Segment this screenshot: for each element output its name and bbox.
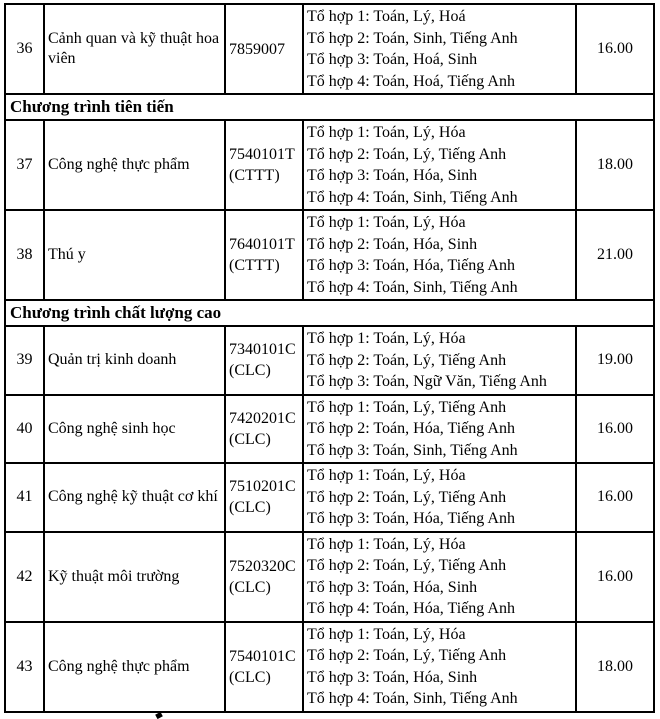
program-code-cell bbox=[225, 395, 303, 464]
program-name-cell: Công nghệ thực phẩm bbox=[44, 622, 225, 712]
subject-combinations-cell bbox=[303, 120, 576, 210]
subject-combination-line: Tổ hợp 3: Toán, Hóa, Tiếng Anh bbox=[307, 510, 515, 527]
subject-combination-line: Tổ hợp 2: Toán, Hóa, Tiếng Anh bbox=[307, 420, 515, 437]
program-name-cell: Cảnh quan và kỹ thuật hoa viên bbox=[44, 4, 225, 94]
subject-combination-line: Tổ hợp 3: Toán, Hóa, Sinh bbox=[307, 578, 478, 596]
subject-combination-line: Tổ hợp 1: Toán, Lý, Hóa bbox=[307, 214, 466, 231]
subject-combination-line: Tổ hợp 4: Toán, Sinh, Tiếng Anh bbox=[307, 690, 518, 707]
table-row bbox=[5, 463, 654, 532]
subject-combinations-cell bbox=[303, 326, 576, 395]
table-row bbox=[5, 622, 654, 712]
admission-score-table-body bbox=[5, 4, 654, 712]
section-header-label: Chương trình chất lượng cao bbox=[5, 300, 654, 326]
subject-combination-line: Tổ hợp 2: Toán, Lý, Tiếng Anh bbox=[307, 488, 507, 506]
program-code-cell bbox=[225, 326, 303, 395]
subject-combination-line: Tổ hợp 1: Toán, Lý, Hóa bbox=[307, 625, 466, 643]
subject-combination-line: Tổ hợp 2: Toán, Hóa, Sinh bbox=[307, 235, 478, 253]
program-name-cell: Kỹ thuật môi trường bbox=[44, 532, 225, 622]
row-number-cell: 43 bbox=[5, 622, 44, 712]
table-row bbox=[5, 210, 654, 300]
section-header-row bbox=[5, 94, 654, 120]
program-code-line: (CLC) bbox=[229, 578, 271, 596]
program-code-cell bbox=[225, 4, 303, 94]
subject-combination-line: Tổ hợp 2: Toán, Lý, Tiếng Anh bbox=[307, 557, 507, 574]
subject-combinations-cell bbox=[303, 395, 576, 464]
program-code-line: 7510201C bbox=[229, 478, 296, 496]
subject-combination-line: Tổ hợp 1: Toán, Lý, Hóa bbox=[307, 330, 466, 347]
row-number-cell: 37 bbox=[5, 120, 44, 210]
program-name-cell: Công nghệ thực phẩm bbox=[44, 120, 225, 210]
subject-combination-line: Tổ hợp 3: Toán, Hóa, Tiếng Anh bbox=[307, 257, 515, 274]
subject-combination-line: Tổ hợp 3: Toán, Hoá, Sinh bbox=[307, 51, 478, 68]
program-name-cell: Công nghệ kỹ thuật cơ khí bbox=[44, 463, 225, 532]
row-number-cell: 41 bbox=[5, 463, 44, 532]
table-row bbox=[5, 326, 654, 395]
program-code-line: 7540101C bbox=[229, 647, 296, 665]
row-number-cell: 40 bbox=[5, 395, 44, 464]
program-code-line: (CLC) bbox=[229, 499, 271, 517]
subject-combination-line: Tổ hợp 1: Toán, Lý, Hóa bbox=[307, 124, 466, 141]
program-code-cell bbox=[225, 210, 303, 300]
program-name-cell: Quản trị kinh doanh bbox=[44, 326, 225, 395]
subject-combination-line: Tổ hợp 2: Toán, Sinh, Tiếng Anh bbox=[307, 29, 518, 47]
subject-combinations-cell bbox=[303, 463, 576, 532]
program-code-line: (CTTT) bbox=[229, 167, 280, 184]
row-number-cell: 42 bbox=[5, 532, 44, 622]
program-code-line: 7640101T bbox=[229, 236, 295, 253]
row-number-cell: 39 bbox=[5, 326, 44, 395]
subject-combination-line: Tổ hợp 4: Toán, Sinh, Tiếng Anh bbox=[307, 278, 518, 296]
subject-combination-line: Tổ hợp 1: Toán, Lý, Tiếng Anh bbox=[307, 398, 507, 416]
program-code-line: 7340101C bbox=[229, 341, 296, 359]
program-name-cell: Thú y bbox=[44, 210, 225, 300]
subject-combination-line: Tổ hợp 3: Toán, Ngữ Văn, Tiếng Anh bbox=[307, 373, 547, 390]
program-code-cell bbox=[225, 120, 303, 210]
section-header-label: Chương trình tiên tiến bbox=[5, 94, 654, 120]
score-cell: 16.00 bbox=[576, 395, 654, 464]
score-cell: 18.00 bbox=[576, 120, 654, 210]
admission-score-table bbox=[4, 3, 655, 713]
subject-combination-line: Tổ hợp 4: Toán, Hoá, Tiếng Anh bbox=[307, 72, 515, 90]
subject-combination-line: Tổ hợp 1: Toán, Lý, Hóa bbox=[307, 535, 466, 553]
cut-off-text-fragment bbox=[155, 712, 163, 719]
subject-combinations-cell bbox=[303, 210, 576, 300]
score-cell: 16.00 bbox=[576, 4, 654, 94]
score-cell: 16.00 bbox=[576, 463, 654, 532]
program-code-line: 7540101T bbox=[229, 146, 295, 163]
subject-combination-line: Tổ hợp 2: Toán, Lý, Tiếng Anh bbox=[307, 145, 507, 163]
subject-combination-line: Tổ hợp 3: Toán, Sinh, Tiếng Anh bbox=[307, 441, 518, 459]
row-number-cell: 38 bbox=[5, 210, 44, 300]
subject-combination-line: Tổ hợp 1: Toán, Lý, Hóa bbox=[307, 467, 466, 484]
score-cell: 16.00 bbox=[576, 532, 654, 622]
program-code-cell bbox=[225, 532, 303, 622]
subject-combinations-cell bbox=[303, 4, 576, 94]
row-number-cell: 36 bbox=[5, 4, 44, 94]
program-code-line: (CLC) bbox=[229, 430, 271, 448]
subject-combination-line: Tổ hợp 3: Toán, Hóa, Sinh bbox=[307, 167, 478, 184]
subject-combinations-cell bbox=[303, 622, 576, 712]
score-cell: 19.00 bbox=[576, 326, 654, 395]
section-header-row bbox=[5, 300, 654, 326]
score-cell: 18.00 bbox=[576, 622, 654, 712]
subject-combinations-cell bbox=[303, 532, 576, 622]
subject-combination-line: Tổ hợp 2: Toán, Lý, Tiếng Anh bbox=[307, 351, 507, 369]
program-name-cell: Công nghệ sinh học bbox=[44, 395, 225, 464]
subject-combination-line: Tổ hợp 3: Toán, Hóa, Sinh bbox=[307, 668, 478, 686]
subject-combination-line: Tổ hợp 4: Toán, Hóa, Tiếng Anh bbox=[307, 600, 515, 617]
program-code-line: 7520320C bbox=[229, 557, 296, 575]
program-code-line: (CTTT) bbox=[229, 257, 280, 274]
program-code-line: 7420201C bbox=[229, 409, 296, 427]
subject-combination-line: Tổ hợp 1: Toán, Lý, Hoá bbox=[307, 8, 466, 25]
score-cell: 21.00 bbox=[576, 210, 654, 300]
program-code-line: 7859007 bbox=[229, 40, 285, 58]
table-row bbox=[5, 532, 654, 622]
program-code-cell bbox=[225, 463, 303, 532]
program-code-line: (CLC) bbox=[229, 362, 271, 380]
program-code-line: (CLC) bbox=[229, 668, 271, 686]
subject-combination-line: Tổ hợp 4: Toán, Sinh, Tiếng Anh bbox=[307, 188, 518, 206]
program-code-cell bbox=[225, 622, 303, 712]
table-row bbox=[5, 4, 654, 94]
table-row bbox=[5, 395, 654, 464]
subject-combination-line: Tổ hợp 2: Toán, Lý, Tiếng Anh bbox=[307, 647, 507, 664]
table-row bbox=[5, 120, 654, 210]
